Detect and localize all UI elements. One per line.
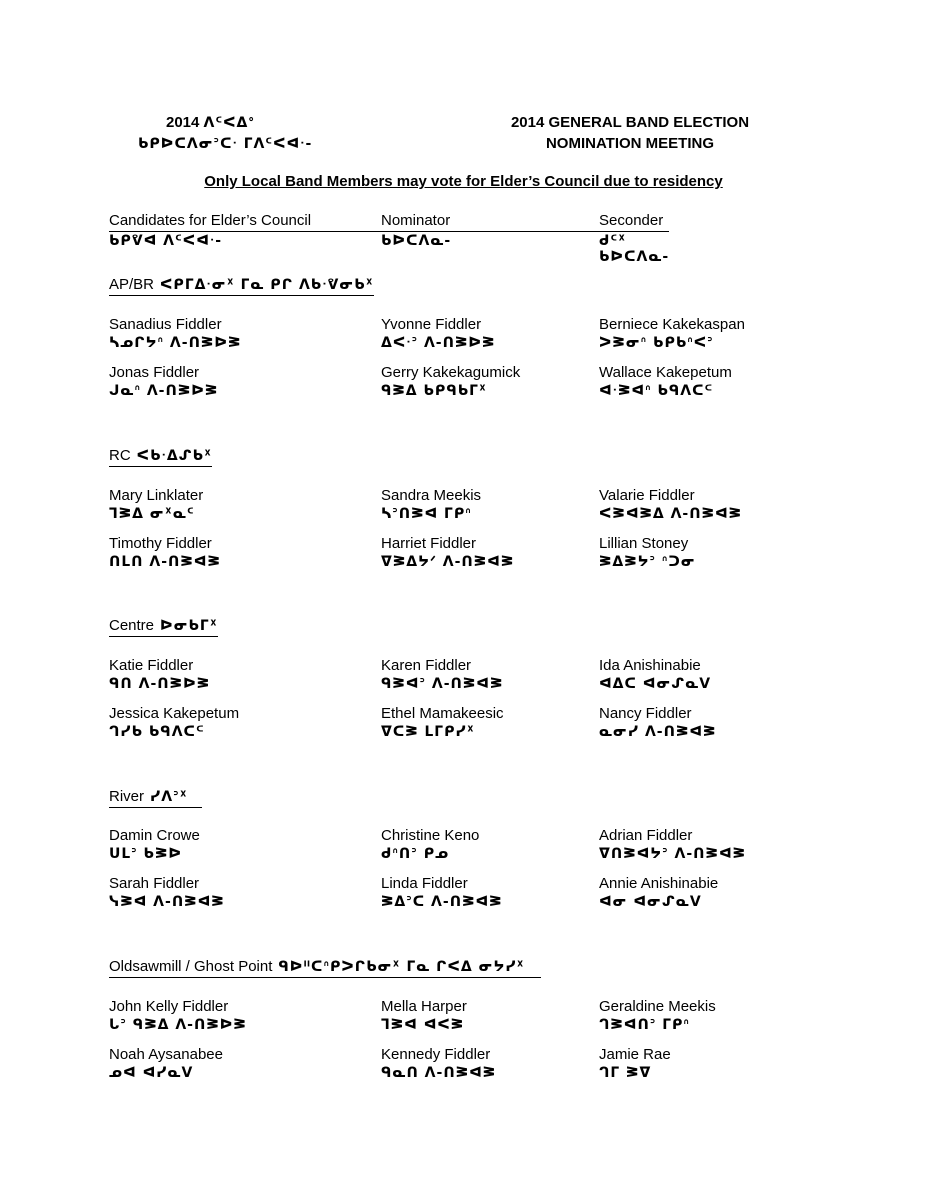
- candidate-syl-text: ᑎᒪᑎ ᐱ-ᑎᕒᐊᕒ: [109, 554, 221, 570]
- seconder-cell: [599, 826, 839, 864]
- candidate-cell: [109, 704, 349, 742]
- nominator-text: Linda Fiddler: [381, 875, 468, 892]
- nominator-cell: [381, 315, 621, 353]
- candidate-cell: [109, 656, 349, 694]
- residency-notice: Only Local Band Members may vote for Elder’s Council due to residency: [204, 173, 723, 190]
- candidate-syl-text: ᓴᓄᒋᔭᐢ ᐱ-ᑎᕒᐅᕒ: [109, 335, 242, 351]
- title-syl-text: ᓯᐱᐣᕽ: [150, 789, 188, 805]
- candidate-cell: [109, 826, 349, 864]
- candidate-syl-text: ᑫᑎ ᐱ-ᑎᕒᐅᕒ: [109, 676, 211, 692]
- nominator-syl-text: ᒣᕒᐊ ᐊᐸᕒ: [381, 1017, 465, 1033]
- column-candidates-syl: ᑲᑭᕓᐊ ᐱᑦᐸᐊᐧ-: [109, 233, 222, 249]
- nominator-text: Karen Fiddler: [381, 657, 472, 674]
- nominator-text: Mella Harper: [381, 998, 467, 1015]
- column-nominator: Nominator: [381, 212, 451, 229]
- nominator-cell: [381, 656, 621, 694]
- column-headers: [109, 212, 679, 265]
- nominator-text: Harriet Fiddler: [381, 535, 477, 552]
- nominator-syl-text: ᑫᕒᐃ ᑲᑭᑫᑲᒥᕽ: [381, 383, 488, 399]
- seconder-cell: [599, 1045, 839, 1083]
- nominator-syl-text: ᐃᐸᐧᐣ ᐱ-ᑎᕒᐅᕒ: [381, 335, 496, 351]
- section-title: [109, 787, 202, 808]
- candidate-text: Noah Aysanabee: [109, 1046, 223, 1063]
- nominator-syl-text: ᑫᕒᐊᐣ ᐱ-ᑎᕒᐊᕒ: [381, 676, 504, 692]
- seconder-syl-text: ᓇᓂᓯ ᐱ-ᑎᕒᐊᕒ: [599, 724, 717, 740]
- seconder-syl-text: ᒉᒥ ᕒᐁ: [599, 1065, 652, 1081]
- header-title: 2014 GENERAL BAND ELECTION: [510, 114, 750, 131]
- candidate-cell: [109, 874, 349, 912]
- header-left: [138, 112, 426, 155]
- nominator-syl-text: ᐁᕒᐃᔭᐟ ᐱ-ᑎᕒᐊᕒ: [381, 554, 515, 570]
- header-subtitle: NOMINATION MEETING: [545, 135, 715, 152]
- seconder-syl-text: ᐳᕒᓂᐢ ᑲᑭᑲᐢᐸᐣ: [599, 335, 714, 351]
- seconder-text: Ida Anishinabie: [599, 657, 701, 674]
- candidate-text: Jonas Fiddler: [109, 364, 200, 381]
- nominator-cell: [381, 704, 621, 742]
- candidate-text: Jessica Kakepetum: [109, 705, 240, 722]
- seconder-cell: [599, 704, 839, 742]
- nominator-cell: [381, 997, 621, 1035]
- nominator-text: Kennedy Fiddler: [381, 1046, 491, 1063]
- nominator-cell: [381, 486, 621, 524]
- column-seconder: Seconder: [599, 212, 664, 229]
- nominator-syl-text: ᑫᓇᑎ ᐱ-ᑎᕒᐊᕒ: [381, 1065, 497, 1081]
- title-text: AP/BR: [109, 276, 155, 293]
- title-syl-text: ᐸᑭᒥᐃᐧᓂᕽ ᒥᓇ ᑭᒋ ᐱᑲᐧᕓᓂᑲᕽ: [160, 277, 374, 293]
- nominator-cell: [381, 826, 621, 864]
- candidate-syl-text: ᑌᒪᐣ ᑲᕒᐅ: [109, 846, 183, 862]
- candidate-text: Sarah Fiddler: [109, 875, 200, 892]
- nominator-text: Gerry Kakekagumick: [381, 364, 521, 381]
- seconder-syl-text: ᐁᑎᕒᐊᔭᐣ ᐱ-ᑎᕒᐊᕒ: [599, 846, 747, 862]
- seconder-cell: [599, 315, 839, 353]
- seconder-text: Geraldine Meekis: [599, 998, 716, 1015]
- seconder-syl-text: ᕒᐃᕒᔭᐣ ᐢᑐᓂ: [599, 554, 696, 570]
- candidate-cell: [109, 315, 349, 353]
- candidate-text: Sanadius Fiddler: [109, 316, 222, 333]
- nominator-cell: [381, 1045, 621, 1083]
- column-nominator-syl: ᑲᐅᑕᐱᓇ-: [381, 233, 452, 249]
- title-syl-text: ᑫᐅᐦᑕᐢᑭᐳᒋᑲᓂᕽ ᒥᓇ ᒋᐸᐃ ᓂᔭᓯᕽ: [278, 959, 525, 975]
- candidate-syl-text: ᒉᓯᑲ ᑲᑫᐱᑕᒼ: [109, 724, 205, 740]
- seconder-cell: [599, 997, 839, 1035]
- nominator-cell: [381, 363, 621, 401]
- column-candidates: Candidates for Elder’s Council: [109, 212, 312, 229]
- title-syl-text: ᐸᑲᐧᐃᔑᑲᕽ: [136, 448, 213, 464]
- nominator-syl-text: ᕒᐃᐣᑕ ᐱ-ᑎᕒᐊᕒ: [381, 894, 503, 910]
- nominator-cell: [381, 534, 621, 572]
- title-text: River: [109, 788, 145, 805]
- seconder-text: Jamie Rae: [599, 1046, 671, 1063]
- seconder-syl-text: ᐊᐃᑕ ᐊᓂᔑᓇᐯ: [599, 676, 712, 692]
- title-text: Centre: [109, 617, 155, 634]
- candidate-cell: [109, 363, 349, 401]
- section-title: [109, 957, 541, 978]
- header-left-line1: [166, 112, 426, 134]
- seconder-cell: [599, 874, 839, 912]
- candidate-cell: [109, 1045, 349, 1083]
- seconder-syl-text: ᐊᐧᕒᐊᐢ ᑲᑫᐱᑕᒼ: [599, 383, 714, 399]
- candidate-syl-text: ᒐᐣ ᑫᕒᐃ ᐱ-ᑎᕒᐅᕒ: [109, 1017, 247, 1033]
- seconder-text: Lillian Stoney: [599, 535, 689, 552]
- nominator-text: Christine Keno: [381, 827, 480, 844]
- seconder-syl-text: ᐸᕒᐊᕒᐃ ᐱ-ᑎᕒᐊᕒ: [599, 506, 743, 522]
- seconder-syl-text: ᒉᕒᐊᑎᐣ ᒥᑭᐢ: [599, 1017, 690, 1033]
- title-text: Oldsawmill / Ghost Point: [109, 958, 273, 975]
- header-year: 2014: [166, 114, 200, 131]
- section-title: [109, 275, 374, 296]
- candidate-text: Katie Fiddler: [109, 657, 194, 674]
- seconder-cell: [599, 656, 839, 694]
- column-seconder-syl: ᑯᑦᕽ ᑲᐅᑕᐱᓇ-: [599, 233, 670, 265]
- seconder-text: Valarie Fiddler: [599, 487, 695, 504]
- nominator-syl-text: ᑯᐢᑎᐣ ᑭᓄ: [381, 846, 450, 862]
- candidate-text: John Kelly Fiddler: [109, 998, 229, 1015]
- candidate-syl-text: ᒍᓇᐢ ᐱ-ᑎᕒᐅᕒ: [109, 383, 219, 399]
- candidate-text: Mary Linklater: [109, 487, 204, 504]
- seconder-cell: [599, 363, 839, 401]
- seconder-text: Annie Anishinabie: [599, 875, 719, 892]
- nominator-syl-text: ᓴᐣᑎᕒᐊ ᒥᑭᐢ: [381, 506, 472, 522]
- candidate-syl-text: ᓄᐊ ᐊᓯᓇᐯ: [109, 1065, 194, 1081]
- seconder-text: Adrian Fiddler: [599, 827, 693, 844]
- title-syl-text: ᐅᓂᑲᒥᕽ: [160, 618, 218, 634]
- seconder-syl-text: ᐊᓂ ᐊᓂᔑᓇᐯ: [599, 894, 702, 910]
- candidate-text: Damin Crowe: [109, 827, 200, 844]
- candidate-syl-text: ᒣᕒᐃ ᓂᕽᓇᑦ: [109, 506, 195, 522]
- nominator-syl-text: ᐁᑕᕒ ᒪᒥᑭᓯᕽ: [381, 724, 475, 740]
- header-right: [460, 112, 800, 154]
- seconder-text: Nancy Fiddler: [599, 705, 692, 722]
- seconder-text: Berniece Kakekaspan: [599, 316, 745, 333]
- nominator-text: Ethel Mamakeesic: [381, 705, 504, 722]
- candidate-text: Timothy Fiddler: [109, 535, 212, 552]
- seconder-text: Wallace Kakepetum: [599, 364, 732, 381]
- candidate-cell: [109, 486, 349, 524]
- seconder-cell: [599, 534, 839, 572]
- seconder-cell: [599, 486, 839, 524]
- header-syllabics-2: ᑲᑭᐅᑕᐱᓂᐣᑕᐧ ᒥᐱᑦᐸᐊᐧ-: [138, 136, 313, 152]
- candidate-syl-text: ᓭᕒᐊ ᐱ-ᑎᕒᐊᕒ: [109, 894, 225, 910]
- nominator-text: Yvonne Fiddler: [381, 316, 482, 333]
- section-title: [109, 446, 212, 467]
- title-text: RC: [109, 447, 131, 464]
- candidate-cell: [109, 534, 349, 572]
- section-title: [109, 616, 218, 637]
- header-syllabics-1: ᐱᑦᐸᐃᐤ: [203, 115, 255, 131]
- candidate-cell: [109, 997, 349, 1035]
- nominator-text: Sandra Meekis: [381, 487, 482, 504]
- nominator-cell: [381, 874, 621, 912]
